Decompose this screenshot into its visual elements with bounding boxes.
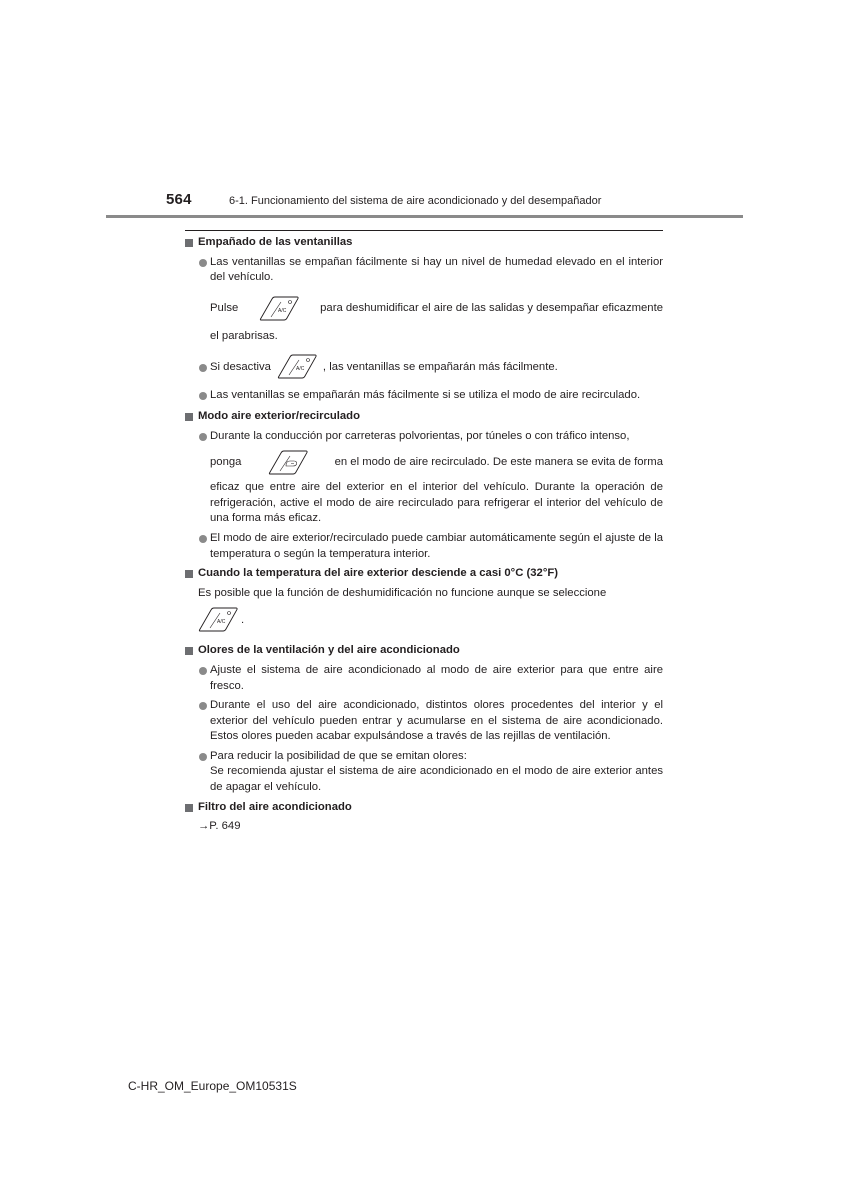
round-bullet-icon [199, 535, 207, 543]
instruction-text: eficaz que entre aire del exterior en el interior del vehículo. Durante la operación de refrigeración, active el modo de aire recirculado para refrigerar el interior del vehículo de una forma más eficaz. [210, 481, 663, 525]
round-bullet-icon [199, 753, 207, 761]
section-heading-text: Filtro del aire acondicionado [198, 800, 352, 813]
list-item [185, 663, 663, 694]
instruction-text: Pulse [210, 301, 239, 314]
list-item-text: Las ventanillas se empañarán más fácilmente si se utiliza el modo de aire recirculado. [210, 389, 641, 402]
svg-text:A/C: A/C [217, 619, 226, 626]
round-bullet-icon [199, 392, 207, 400]
list-item [185, 749, 663, 796]
list-item-text: Durante la conducción por carreteras polvorientas, por túneles o con tráfico intenso, [210, 429, 630, 442]
list-item-text: , las ventanillas se empañarán más fácilmente. [322, 360, 558, 373]
list-item [185, 388, 663, 404]
svg-text:A/C: A/C [295, 366, 305, 373]
square-bullet-icon [185, 804, 193, 812]
main-content [185, 235, 663, 835]
section-heading-text: Olores de la ventilación y del aire acondicionado [198, 644, 460, 657]
section-heading [185, 800, 663, 816]
section-heading [185, 409, 663, 425]
ac-button-icon [277, 354, 317, 380]
header-rule [106, 215, 743, 218]
footer-doc-code: C-HR_OM_Europe_OM10531S [128, 1079, 297, 1093]
round-bullet-icon [199, 667, 207, 675]
page-number: 564 [166, 191, 192, 208]
section-title: 6-1. Funcionamiento del sistema de aire acondicionado y del desempañador [229, 195, 602, 207]
square-bullet-icon [185, 239, 193, 247]
content-rule [185, 230, 663, 231]
list-item-text: Durante el uso del aire acondicionado, distintos olores procedentes del interior y el exterior del vehículo pueden entrar y acumularse en el sistema de aire acondicionado. Estos olores pueden acabar expulsándose a través de las rejillas de ventilación. [210, 699, 663, 743]
list-item-text: Si desactiva [210, 360, 271, 373]
instruction-line [185, 296, 663, 322]
list-item [185, 531, 663, 562]
section-heading-text: Modo aire exterior/recirculado [198, 409, 360, 422]
list-item-text: Para reducir la posibilidad de que se emitan olores: [210, 749, 467, 762]
instruction-text: el parabrisas. [210, 329, 278, 342]
instruction-line [185, 450, 663, 476]
section-heading [185, 566, 663, 582]
section-heading-text: Cuando la temperatura del aire exterior desciende a casi 0°C (32°F) [198, 567, 559, 580]
list-item [185, 354, 663, 380]
list-item [185, 698, 663, 745]
list-item-text: El modo de aire exterior/recirculado puede cambiar automáticamente según el ajuste de la temperatura o según la temperatura interior. [210, 531, 663, 560]
round-bullet-icon [199, 702, 207, 710]
ac-button-icon [259, 296, 299, 322]
air-recirculation-button-icon [268, 450, 308, 476]
round-bullet-icon [199, 259, 207, 267]
list-item [185, 429, 663, 445]
ac-button-icon [198, 607, 238, 633]
list-item [185, 255, 663, 286]
list-item-text: Ajuste el sistema de aire acondicionado al modo de aire exterior para que entre aire fresco. [210, 663, 663, 692]
section-heading-text: Empañado de las ventanillas [198, 236, 353, 248]
list-item-text: Las ventanillas se empañan fácilmente si hay un nivel de humedad elevado en el interior del vehículo. [210, 255, 663, 284]
square-bullet-icon [185, 647, 193, 655]
list-item-text: Se recomienda ajustar el sistema de aire acondicionado en el modo de aire exterior antes de apagar el vehículo. [210, 765, 663, 794]
section-heading [185, 235, 663, 251]
round-bullet-icon [199, 364, 207, 372]
instruction-text: ponga [210, 456, 242, 469]
paragraph-text: Es posible que la función de deshumidificación no funcione aunque se seleccione [198, 586, 607, 599]
svg-text:A/C: A/C [278, 307, 287, 314]
paragraph-text: . [241, 613, 245, 626]
instruction-text: en el modo de aire recirculado. De este manera se evita de forma [334, 456, 663, 469]
page-reference-link[interactable]: →P. 649 [198, 820, 241, 833]
instruction-text: para deshumidificar el aire de las salidas y desempañar eficazmente [320, 301, 663, 314]
square-bullet-icon [185, 570, 193, 578]
round-bullet-icon [199, 433, 207, 441]
square-bullet-icon [185, 413, 193, 421]
section-heading [185, 643, 663, 659]
icon-line [185, 607, 663, 633]
